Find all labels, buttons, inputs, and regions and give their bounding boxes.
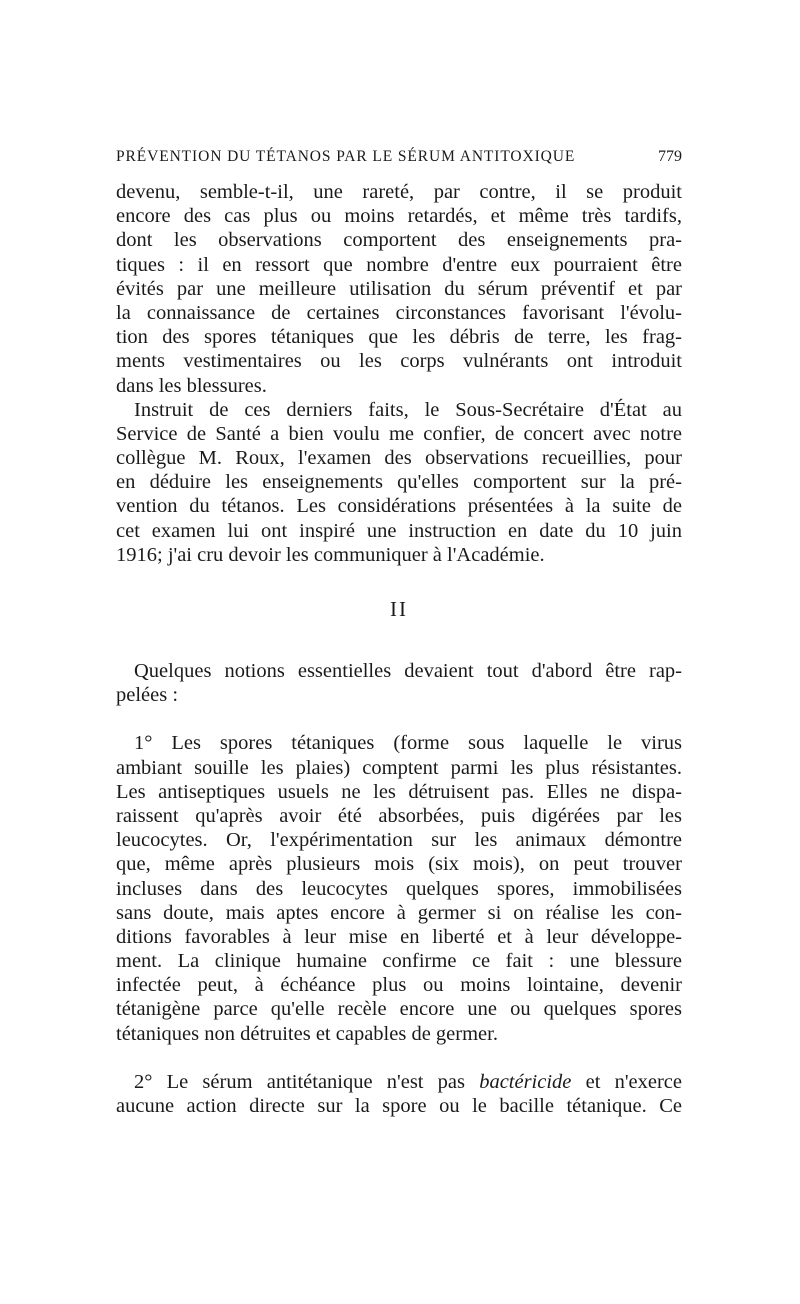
paragraph-gap xyxy=(116,707,682,731)
text-line: ambiant souille les plaies) comptent parmi les plus résistantes. xyxy=(116,756,682,779)
paragraph-point-1 xyxy=(116,731,682,1045)
running-head xyxy=(116,148,682,178)
text-line: vention du tétanos. Les considérations présentées à la suite de xyxy=(116,495,682,518)
text-line: Les antiseptiques usuels ne les détruisent pas. Elles ne dispa- xyxy=(116,780,682,803)
text-run: et n'exerce xyxy=(571,1070,682,1093)
page-number: 779 xyxy=(658,148,682,165)
text-line: encore des cas plus ou moins retardés, et même très tardifs, xyxy=(116,205,682,228)
paragraph-continuation xyxy=(116,180,682,398)
text-line: tion des spores tétaniques que les débris de terre, les frag- xyxy=(116,326,682,349)
text-line: Instruit de ces derniers faits, le Sous-Secrétaire d'État au xyxy=(134,398,682,421)
text-line: collègue M. Roux, l'examen des observations recueillies, pour xyxy=(116,447,682,470)
paragraph-notions xyxy=(116,659,682,707)
text-line: en déduire les enseignements qu'elles comportent sur la pré- xyxy=(116,471,682,494)
text-line: leucocytes. Or, l'expérimentation sur les animaux démontre xyxy=(116,829,682,852)
paragraph-gap xyxy=(116,1046,682,1070)
text-line: tiques : il en ressort que nombre d'entre eux pourraient être xyxy=(116,253,682,276)
text-line: dont les observations comportent des enseignements pra- xyxy=(116,229,682,252)
text-line: pelées : xyxy=(116,684,179,707)
text-line: Service de Santé a bien voulu me confier, de concert avec notre xyxy=(116,422,682,445)
text-line: infectée peut, à échéance plus ou moins lointaine, devenir xyxy=(116,974,682,997)
text-line: sans doute, mais aptes encore à germer si on réalise les con- xyxy=(116,901,682,924)
text-line: incluses dans des leucocytes quelques spores, immobilisées xyxy=(116,877,682,900)
text-line: raissent qu'après avoir été absorbées, puis digérées par les xyxy=(116,804,682,827)
text-line: 1916; j'ai cru devoir les communiquer à l'Académie. xyxy=(116,543,545,566)
text-line: la connaissance de certaines circonstances favorisant l'évolu- xyxy=(116,301,682,324)
text-line: tétanigène parce qu'elle recèle encore une ou quelques spores xyxy=(116,998,682,1021)
italic-term: bactéricide xyxy=(479,1070,572,1093)
text-line: ment. La clinique humaine confirme ce fait : une blessure xyxy=(116,950,682,973)
running-title: PRÉVENTION DU TÉTANOS PAR LE SÉRUM ANTITOXIQUE xyxy=(116,148,576,165)
text-line: cet examen lui ont inspiré une instruction en date du 10 juin xyxy=(116,519,682,542)
text-line: évités par une meilleure utilisation du sérum préventif et par xyxy=(116,277,682,300)
section-number: II xyxy=(390,597,408,621)
text-line: ditions favorables à leur mise en liberté et à leur développe- xyxy=(116,925,682,948)
text-line: tétaniques non détruites et capables de germer. xyxy=(116,1022,498,1045)
paragraph-point-2 xyxy=(116,1070,682,1118)
text-line: ments vestimentaires ou les corps vulnérants ont introduit xyxy=(116,350,682,373)
text-line: Quelques notions essentielles devaient tout d'abord être rap- xyxy=(134,660,682,682)
text-line: dans les blessures. xyxy=(116,374,267,397)
book-page xyxy=(116,148,682,1118)
text-line: 1° Les spores tétaniques (forme sous laquelle le virus xyxy=(134,732,682,755)
paragraph-instruction xyxy=(116,398,682,567)
text-line: que, même après plusieurs mois (six mois), on peut trouver xyxy=(116,853,682,876)
text-line: devenu, semble-t-il, une rareté, par contre, il se produit xyxy=(116,181,682,203)
text-line xyxy=(116,1070,682,1094)
text-run: 2° Le sérum antitétanique n'est pas xyxy=(134,1070,480,1093)
text-line: aucune action directe sur la spore ou le bacille tétanique. Ce xyxy=(116,1095,682,1117)
